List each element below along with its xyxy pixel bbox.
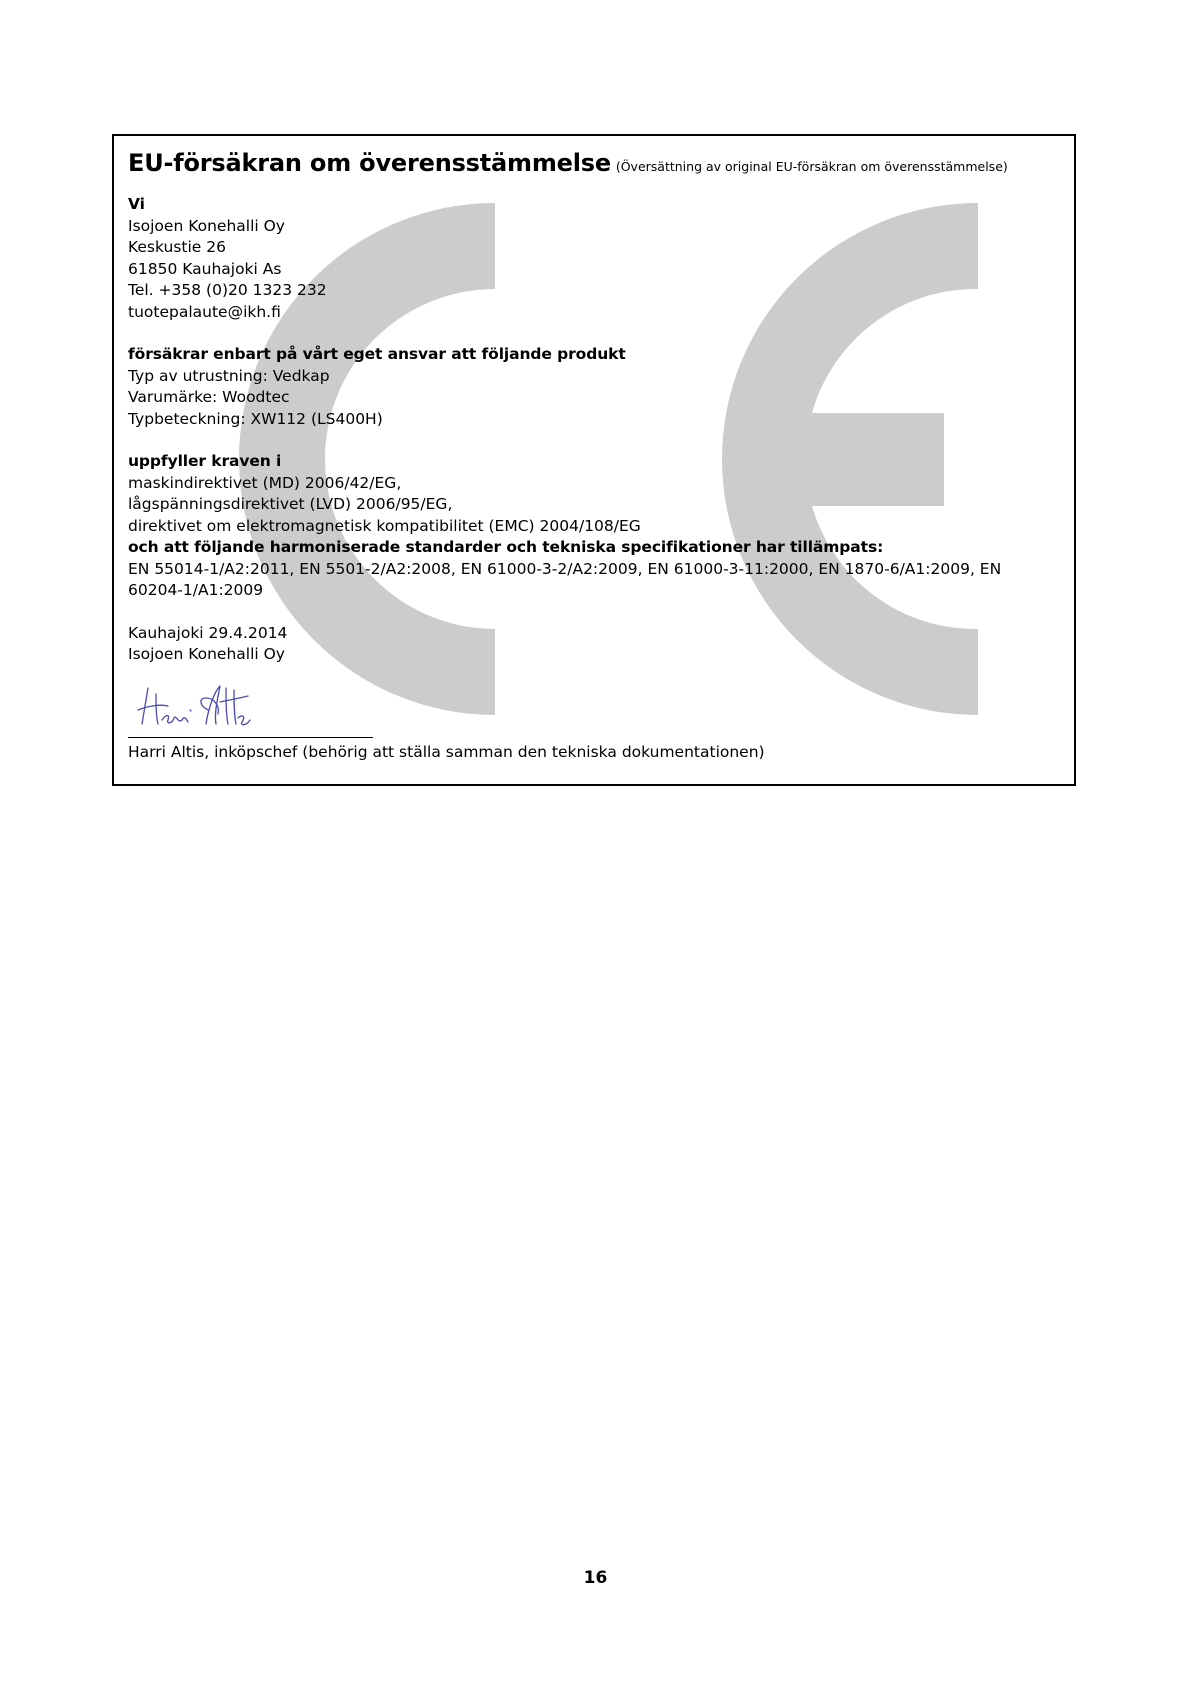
place-date: Kauhajoki 29.4.2014 (128, 623, 288, 642)
company-street: Keskustie 26 (128, 238, 226, 256)
standards-list: EN 55014-1/A2:2011, EN 5501-2/A2:2008, EN 61000-3-2/A2:2009, EN 61000-3-11:2000, EN 1870-6/A1:2009, EN 60204-1/A1:2009 (128, 559, 1002, 599)
declaration-title-row (128, 148, 1060, 182)
declaration-subtitle: (Översättning av original EU-försäkran om överensstämmelse) (615, 159, 1008, 174)
declaration-title: EU-försäkran om överensstämmelse (128, 149, 611, 177)
declaration-content (128, 148, 1060, 763)
company-phone: Tel. +358 (0)20 1323 232 (128, 281, 327, 299)
company-postal: 61850 Kauhajoki As (128, 259, 282, 278)
signing-company: Isojoen Konehalli Oy (128, 645, 285, 663)
signature-block (128, 680, 1060, 740)
directive-lvd: lågspänningsdirektivet (LVD) 2006/95/EG, (128, 495, 453, 513)
product-type: Typ av utrustning: Vedkap (128, 366, 330, 385)
directive-md: maskindirektivet (MD) 2006/42/EG, (128, 473, 402, 492)
directive-emc: direktivet om elektromagnetisk kompatibilitet (EMC) 2004/108/EG (128, 516, 641, 535)
company-name: Isojoen Konehalli Oy (128, 216, 285, 235)
spacer (128, 323, 1060, 344)
product-model: Typbeteckning: XW112 (LS400H) (128, 409, 383, 428)
spacer (128, 430, 1060, 451)
signer-name-title: Harri Altis, inköpschef (behörig att ställa samman den tekniska dokumentationen) (128, 742, 765, 761)
requirements-heading: uppfyller kraven i (128, 452, 282, 470)
signature-line (128, 737, 373, 738)
spacer (128, 602, 1060, 623)
company-email: tuotepalaute@ikh.fi (128, 302, 281, 321)
standards-heading: och att följande harmoniserade standarder och tekniska specifikationer har tillämpats: (128, 538, 884, 556)
product-heading: försäkrar enbart på vårt eget ansvar att följande produkt (128, 345, 626, 363)
declaration-box (112, 134, 1076, 786)
we-label: Vi (128, 195, 145, 213)
handwritten-signature (134, 680, 254, 732)
page-number: 16 (583, 1568, 608, 1588)
product-brand: Varumärke: Woodtec (128, 388, 290, 406)
